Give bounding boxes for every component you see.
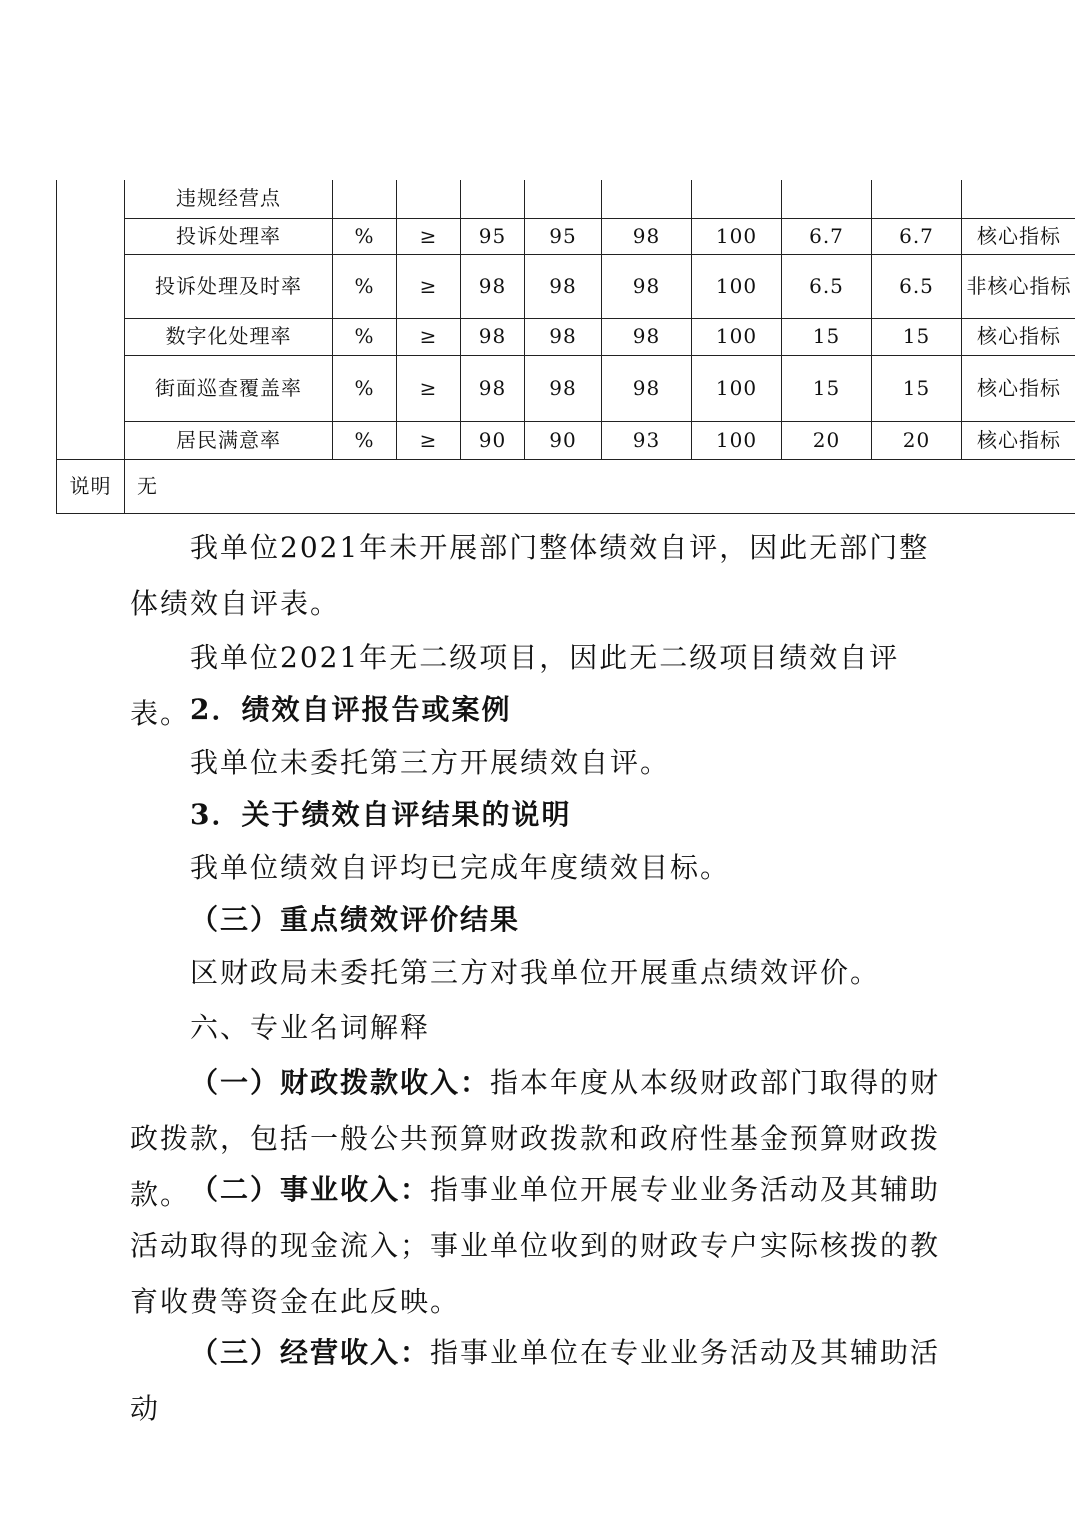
value-cell: 98 <box>602 218 692 254</box>
paragraph-key-evaluation: 区财政局未委托第三方对我单位开展重点绩效评价。 <box>190 956 881 989</box>
heading-glossary: 六、专业名词解释 <box>190 1011 431 1044</box>
value-cell <box>525 180 602 218</box>
category-cell <box>57 318 125 355</box>
value-cell: 6.7 <box>782 218 872 254</box>
term-title: （二）事业收入： <box>190 1173 431 1206</box>
note-cell: 核心指标 <box>962 421 1075 459</box>
category-cell <box>57 254 125 318</box>
category-cell <box>57 180 125 218</box>
term-definition: 指事业单位在专业业务活动及其辅助活动 <box>130 1336 941 1425</box>
value-cell: 6.5 <box>782 254 872 318</box>
value-cell: 100 <box>692 218 782 254</box>
paragraph-goals-completed: 我单位绩效自评均已完成年度绩效目标。 <box>190 851 731 884</box>
explain-value: 无 <box>125 459 1075 513</box>
table-row <box>57 318 1075 355</box>
value-cell: 98 <box>602 355 692 421</box>
value-cell: 95 <box>525 218 602 254</box>
value-cell: 15 <box>782 318 872 355</box>
operator-cell: ≥ <box>397 218 461 254</box>
value-cell <box>602 180 692 218</box>
value-cell: 100 <box>692 355 782 421</box>
operator-cell: ≥ <box>397 355 461 421</box>
value-cell: 90 <box>461 421 525 459</box>
note-cell <box>962 180 1075 218</box>
table-row <box>57 355 1075 421</box>
term-business-income <box>130 1162 950 1330</box>
paragraph-no-third-party: 我单位未委托第三方开展绩效自评。 <box>190 746 671 779</box>
value-cell <box>872 180 962 218</box>
unit-cell: % <box>333 254 397 318</box>
heading-self-eval-report: 2．绩效自评报告或案例 <box>190 693 512 726</box>
indicator-name: 数字化处理率 <box>125 318 333 355</box>
value-cell <box>692 180 782 218</box>
value-cell: 15 <box>872 318 962 355</box>
value-cell: 95 <box>461 218 525 254</box>
category-cell <box>57 355 125 421</box>
paragraph-no-dept-eval: 我单位2021年未开展部门整体绩效自评，因此无部门整体绩效自评表。 <box>130 531 930 620</box>
value-cell: 100 <box>692 318 782 355</box>
value-cell: 20 <box>782 421 872 459</box>
operator-cell: ≥ <box>397 254 461 318</box>
category-cell <box>57 218 125 254</box>
value-cell: 98 <box>461 254 525 318</box>
unit-cell: % <box>333 355 397 421</box>
note-cell: 核心指标 <box>962 355 1075 421</box>
value-cell: 15 <box>872 355 962 421</box>
value-cell: 15 <box>782 355 872 421</box>
table-row <box>57 459 1075 513</box>
term-title: （三）经营收入： <box>190 1336 431 1369</box>
value-cell: 93 <box>602 421 692 459</box>
value-cell: 98 <box>461 318 525 355</box>
term-title: （一）财政拨款收入： <box>190 1066 491 1099</box>
operator-cell <box>397 180 461 218</box>
unit-cell <box>333 180 397 218</box>
value-cell: 98 <box>602 254 692 318</box>
heading-key-evaluation: （三）重点绩效评价结果 <box>190 903 521 936</box>
table-row <box>57 421 1075 459</box>
value-cell: 100 <box>692 421 782 459</box>
indicator-name: 违规经营点 <box>125 180 333 218</box>
operator-cell: ≥ <box>397 421 461 459</box>
unit-cell: % <box>333 218 397 254</box>
value-cell: 98 <box>525 355 602 421</box>
note-cell: 核心指标 <box>962 218 1075 254</box>
value-cell: 98 <box>525 254 602 318</box>
heading-self-eval-result: 3．关于绩效自评结果的说明 <box>190 798 572 831</box>
category-cell <box>57 421 125 459</box>
indicator-name: 投诉处理及时率 <box>125 254 333 318</box>
table-row <box>57 180 1075 218</box>
note-cell: 非核心指标 <box>962 254 1075 318</box>
operator-cell: ≥ <box>397 318 461 355</box>
value-cell: 98 <box>461 355 525 421</box>
value-cell: 6.5 <box>872 254 962 318</box>
term-operating-income <box>130 1325 950 1437</box>
indicator-name: 投诉处理率 <box>125 218 333 254</box>
value-cell: 100 <box>692 254 782 318</box>
term-definition: 指事业单位开展专业业务活动及其辅助活动取得的现金流入；事业单位收到的财政专户实际核拨的教育收费等资金在此反映。 <box>130 1173 941 1318</box>
value-cell <box>782 180 872 218</box>
explain-label: 说明 <box>57 459 125 513</box>
value-cell: 90 <box>525 421 602 459</box>
note-cell: 核心指标 <box>962 318 1075 355</box>
value-cell <box>461 180 525 218</box>
unit-cell: % <box>333 421 397 459</box>
value-cell: 6.7 <box>872 218 962 254</box>
value-cell: 98 <box>602 318 692 355</box>
paragraph-no-subproject: 我单位2021年无二级项目，因此无二级项目绩效自评表。 <box>130 641 900 730</box>
indicator-name: 街面巡查覆盖率 <box>125 355 333 421</box>
unit-cell: % <box>333 318 397 355</box>
table-row <box>57 254 1075 318</box>
table-row <box>57 218 1075 254</box>
indicator-name: 居民满意率 <box>125 421 333 459</box>
value-cell: 20 <box>872 421 962 459</box>
value-cell: 98 <box>525 318 602 355</box>
performance-indicator-table <box>56 180 1075 514</box>
term-definition: 指本年度从本级财政部门取得的财政拨款，包括一般公共预算财政拨款和政府性基金预算财政拨款。 <box>130 1066 941 1211</box>
